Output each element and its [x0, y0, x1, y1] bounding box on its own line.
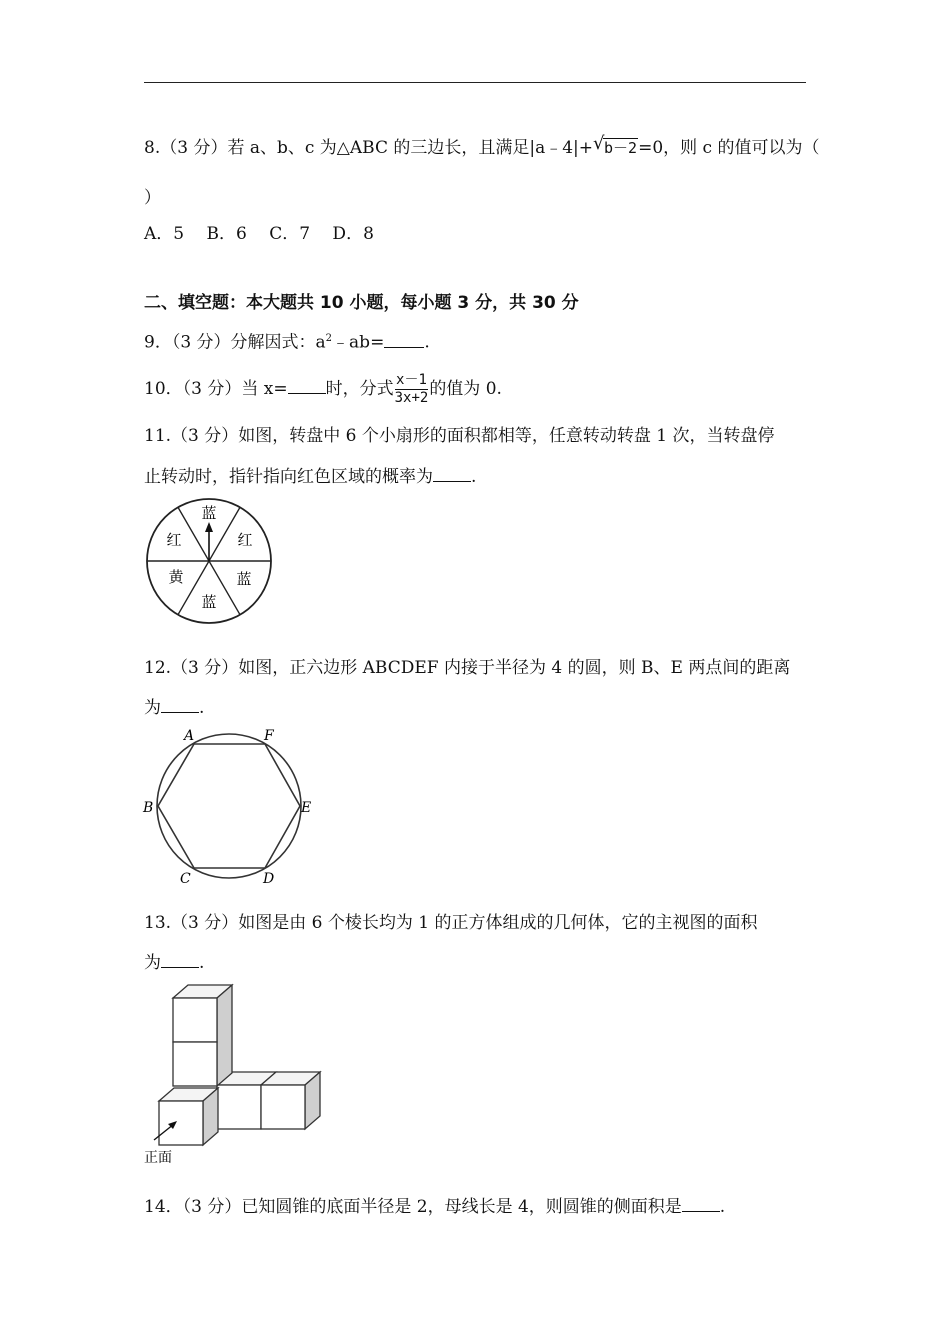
sector-label-lower-left: 黄: [168, 568, 184, 586]
vertex-label-f: F: [264, 728, 274, 744]
q13-line1: 13.（3 分）如图是由 6 个棱长均为 1 的正方体组成的几何体，它的主视图的面积: [144, 913, 758, 933]
q8-prefix: 8.（3 分）若 a、b、c 为△ABC 的三边长，且满足|a﹣4|+: [144, 138, 594, 158]
q9-suffix: .: [424, 332, 430, 353]
vertex-label-a: A: [184, 728, 195, 744]
sector-label-upper-right: 红: [237, 531, 253, 549]
header-rule: [144, 82, 806, 83]
q11-line2-prefix: 止转动时，指针指向红色区域的概率为: [144, 467, 433, 487]
regular-hexagon: [158, 744, 300, 868]
q8-line1: [144, 133, 820, 160]
q10-denominator: 3x+2: [394, 390, 429, 406]
cube-solid-figure: [140, 980, 325, 1170]
front-view-label: 正面: [144, 1150, 172, 1166]
q8-sqrt: [593, 133, 638, 160]
q10-suffix: 的值为 0.: [429, 379, 502, 399]
q9-answer-blank: [384, 329, 424, 348]
q11-answer-blank: [433, 463, 471, 482]
vertex-label-b: B: [143, 800, 154, 816]
q14-suffix: .: [719, 1197, 726, 1217]
q10-answer-blank: [288, 375, 326, 394]
q8-sqrt-content: b－2: [604, 139, 638, 157]
spinner-figure: [144, 496, 274, 626]
q14-answer-blank: [682, 1193, 720, 1212]
q13-line2: [144, 949, 204, 975]
q8-line2: ）: [144, 188, 161, 208]
q14-line: [144, 1193, 725, 1219]
section2-heading: 二、填空题：本大题共 10 小题，每小题 3 分，共 30 分: [144, 293, 579, 313]
vertex-label-c: C: [180, 871, 191, 887]
sector-label-lower-right: 蓝: [236, 570, 252, 588]
q8-options: A．5 B．6 C．7 D．8: [144, 224, 374, 244]
q14-prefix: 14．（3 分）已知圆锥的底面半径是 2，母线长是 4，则圆锥的侧面积是: [144, 1197, 682, 1217]
q12-answer-blank: [161, 694, 199, 713]
q11-line2-suffix: .: [471, 467, 477, 487]
q9-line: [144, 327, 430, 355]
q9-prefix: 9．（3 分）分解因式：a: [144, 332, 326, 353]
q10-mid: 时，分式: [325, 379, 394, 399]
q10-numerator: x－1: [396, 372, 427, 388]
q11-line1: 11.（3 分）如图，转盘中 6 个小扇形的面积都相等，任意转动转盘 1 次，当转盘停: [144, 426, 775, 446]
q12-line1: 12.（3 分）如图，正六边形 ABCDEF 内接于半径为 4 的圆，则 B、E 两点间的距离: [144, 658, 791, 678]
q11-line2: [144, 463, 476, 489]
pointer-arrowhead-icon: [205, 522, 213, 532]
q12-line2: [144, 694, 204, 720]
q13-line2-suffix: .: [199, 953, 205, 973]
sector-label-upper-left: 红: [166, 531, 182, 549]
sector-label-top: 蓝: [201, 504, 217, 522]
q9-mid: ﹣ab=: [332, 332, 385, 353]
vertex-label-d: D: [263, 871, 275, 887]
q13-answer-blank: [161, 949, 199, 968]
q10-fraction: [395, 372, 429, 407]
sqrt-icon: √: [593, 133, 605, 154]
circumcircle: [157, 734, 301, 878]
q10-prefix: 10．（3 分）当 x=: [144, 379, 288, 399]
q10-line: [144, 372, 502, 407]
vertex-label-e: E: [301, 800, 312, 816]
q12-line2-prefix: 为: [144, 698, 161, 718]
hexagon-figure: [140, 722, 320, 887]
q12-line2-suffix: .: [199, 698, 205, 718]
q13-line2-prefix: 为: [144, 953, 161, 973]
q9-exponent: 2: [325, 333, 333, 344]
q8-suffix: =0，则 c 的值可以为（: [638, 138, 820, 158]
sector-label-bottom: 蓝: [201, 593, 217, 611]
